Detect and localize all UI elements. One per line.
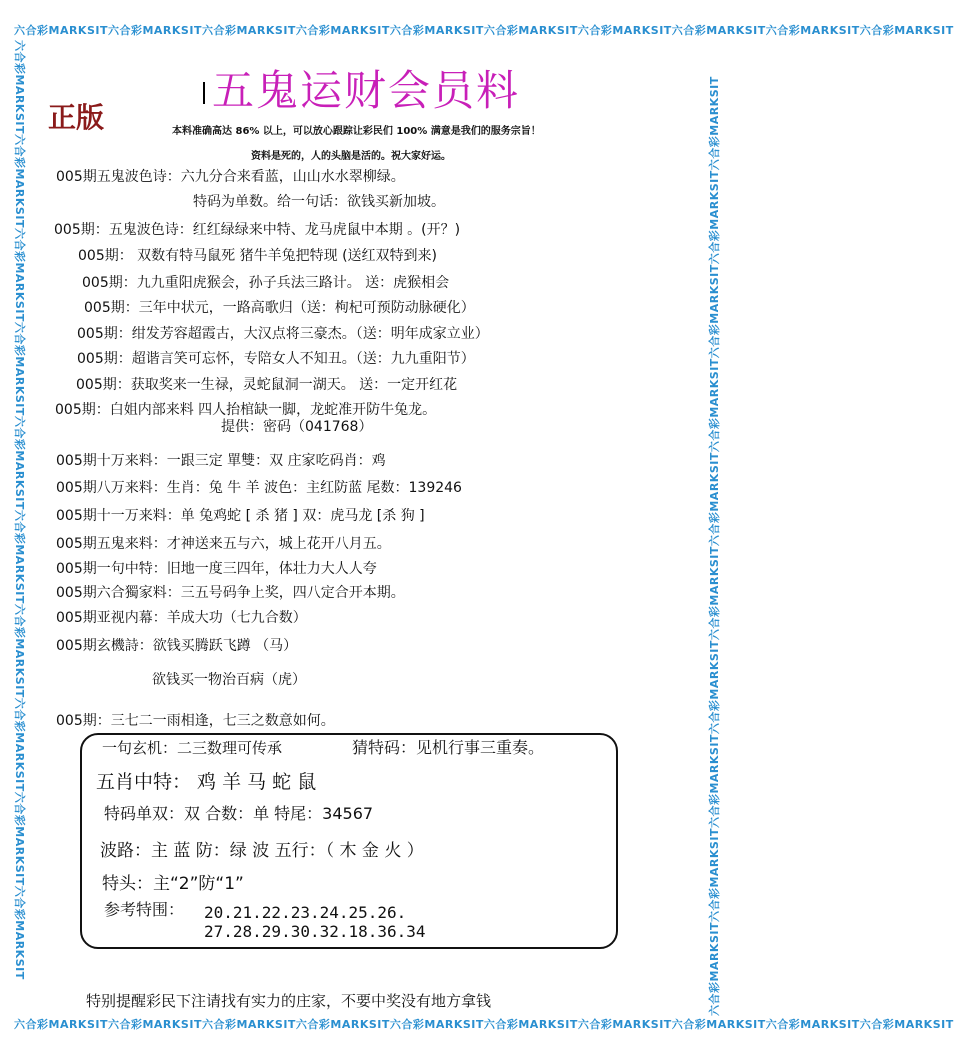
top-border-watermark: 六合彩MARKSIT六合彩MARKSIT六合彩MARKSIT六合彩MARKSIT六合彩MARKSIT六合彩MARKSIT六合彩MARKSIT六合彩MARKSIT六合彩MARKSIT六合彩MARKSIT (14, 24, 954, 37)
box-wave-elements: 波路：主 蓝 防：绿 波 五行：（ 木 金 火 ） (100, 841, 424, 861)
tip-line-16: 005期一句中特：旧地一度三四年，体壮力大人人夸 (56, 561, 377, 577)
left-border-text: 六合彩MARKSIT六合彩MARKSIT六合彩MARKSIT六合彩MARKSIT六合彩MARKSIT六合彩MARKSIT六合彩MARKSIT六合彩MARKSIT六合彩MARKSIT六合彩MARKSIT (13, 40, 26, 980)
tip-line-8: 005期：超谐言笑可忘怀，专陪女人不知丑。（送：九九重阳节） (77, 351, 475, 367)
tip-line-10: 005期：白姐内部来料 四人抬棺缺一脚，龙蛇准开防牛兔龙。 (55, 402, 437, 418)
left-border-watermark (14, 40, 32, 1016)
tip-line-5: 005期：九九重阳虎猴会，孙子兵法三路计。 送：虎猴相会 (82, 275, 450, 291)
tip-line-21: 005期：三七二一雨相逢，七三之数意如何。 (56, 713, 335, 729)
footer-warning: 特别提醒彩民下注请找有实力的庄家，不要中奖没有地方拿钱 (86, 992, 492, 1010)
page-title: 五鬼运财会员料 (212, 66, 521, 115)
box-reference-numbers-1: 20.21.22.23.24.25.26. (204, 903, 407, 922)
tip-line-14: 005期十一万来料：单 兔鸡蛇 [ 杀 猪 ] 双：虎马龙 [杀 狗 ] (56, 508, 425, 524)
authentic-badge: 正版 (48, 101, 105, 134)
tip-line-1: 005期五鬼波色诗：六九分合来看蓝，山山水水翠柳绿。 (56, 169, 405, 185)
slogan-luck: 资料是死的，人的头脑是活的。祝大家好运。 (251, 151, 451, 162)
slogan-accuracy: 本料准确高达 86% 以上，可以放心跟踪让彩民们 100% 满意是我们的服务宗旨！ (172, 126, 541, 137)
tip-line-12: 005期十万来料：一跟三定 單雙：双 庄家吃码肖：鸡 (56, 453, 386, 469)
tip-line-19: 005期玄機詩：欲钱买腾跃飞蹲 （马） (56, 638, 298, 654)
right-border-watermark (702, 40, 720, 1016)
tip-line-13: 005期八万来料：生肖：兔 牛 羊 波色：主红防蓝 尾数：139246 (56, 480, 462, 496)
box-special-head: 特头：主“2”防“1” (102, 874, 244, 894)
tip-line-3: 005期：五鬼波色诗：红红绿绿来中特、龙马虎鼠中本期 。(开？) (54, 222, 461, 238)
tip-line-18: 005期亚视内幕：羊成大功（七九合数） (56, 610, 307, 626)
tip-line-20: 欲钱买一物治百病（虎） (152, 672, 306, 688)
tip-line-17: 005期六合獨家料：三五号码争上奖，四八定合开本期。 (56, 585, 405, 601)
tip-line-11: 提供：密码（041768） (221, 419, 373, 435)
bottom-border-watermark: 六合彩MARKSIT六合彩MARKSIT六合彩MARKSIT六合彩MARKSIT六合彩MARKSIT六合彩MARKSIT六合彩MARKSIT六合彩MARKSIT六合彩MARKSIT六合彩MARKSIT (14, 1018, 954, 1031)
tip-line-2: 特码为单数。给一句话：欲钱买新加坡。 (193, 194, 445, 210)
right-border-text: 六合彩MARKSIT六合彩MARKSIT六合彩MARKSIT六合彩MARKSIT六合彩MARKSIT六合彩MARKSIT六合彩MARKSIT六合彩MARKSIT六合彩MARKSIT六合彩MARKSIT (708, 76, 721, 1016)
box-reference-label: 参考特围： (104, 900, 185, 919)
title-cursor-bar (203, 82, 205, 104)
box-guess-special: 猜特码：见机行事三重奏。 (352, 738, 545, 757)
box-odd-even: 特码单双：双 合数：单 特尾：34567 (104, 804, 374, 823)
tip-line-7: 005期：绀发芳容超霞古，大汉点将三豪杰。（送：明年成家立业） (77, 326, 489, 342)
tip-line-6: 005期：三年中状元，一路高歌归（送：枸杞可预防动脉硬化） (84, 300, 475, 316)
box-five-zodiacs: 五肖中特： 鸡 羊 马 蛇 鼠 (96, 771, 317, 793)
tip-line-15: 005期五鬼来料：才神送来五与六，城上花开八月五。 (56, 536, 391, 552)
tip-line-9: 005期：获取奖来一生禄，灵蛇鼠洞一湖天。 送：一定开红花 (76, 377, 458, 393)
box-hint-riddle: 一句玄机：二三数理可传承 (102, 739, 283, 757)
box-reference-numbers-2: 27.28.29.30.32.18.36.34 (204, 922, 426, 941)
tip-line-4: 005期： 双数有特马鼠死 猪牛羊兔把特现 (送红双特到来) (78, 248, 437, 264)
